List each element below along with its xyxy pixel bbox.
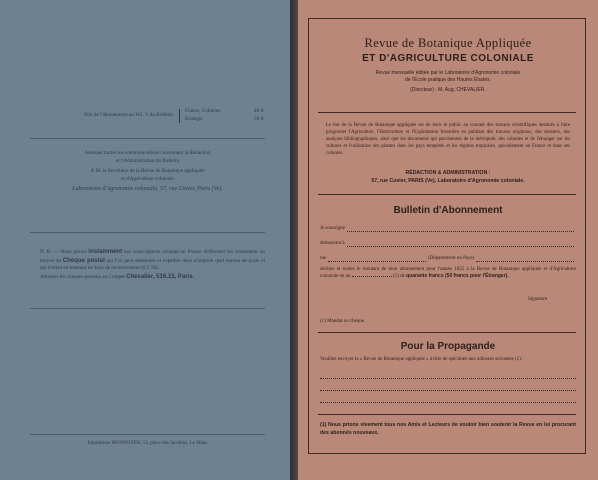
divider [318,194,576,195]
propagande-text: Veuillez envoyer la « Revue de Botanique appliquée » à titre de spécimen aux adresses suivantes (1) : [320,357,524,362]
subscription-price [40,108,265,123]
divider [30,434,265,435]
address-line[interactable] [320,402,576,403]
form-field-line[interactable] [476,257,574,262]
form-field-line[interactable] [352,276,392,277]
form-soussigne: Je soussigné [320,225,576,232]
address-line[interactable] [320,378,576,379]
signature-label: Signature [528,297,548,302]
form-demeurant: demeurant à [320,240,576,247]
divider [318,414,576,415]
address-block: Adresser toutes les communications concernant la Rédaction et l'Administration du Bulletin À M. le Secrétaire de la Revue de Botanique appliquée et d'Agriculture coloniale Laboratoire d'Agronomie coloniale, 57, rue Cuvier, Paris (Ve). [35,150,260,194]
form-field-line[interactable] [328,257,426,262]
address-line[interactable] [320,390,576,391]
divider [318,112,576,113]
form-field-line[interactable] [347,242,574,247]
price-row-etranger: Étranger 50 fr. [185,115,265,122]
nb-notice: N. B. — Nous prions instamment nos souscripteurs résidant en France d'effectuer les versements au moyen du Chèque postal qui l'on peut demander et expédier dans n'importe quel bureau de poste et qui évitent en retenant les frais de recouvrement (0 f. 50). Adresser les chèques postaux au Compte Chevalier, 516.15, Paris. [40,249,266,280]
printer-footer: Imprimerie MONNOYER, 12, place des Jacobins, Le Mans [87,441,208,446]
lab-address: Laboratoire d'Agronomie coloniale, 57, rue Cuvier, Paris (Ve). [72,186,223,193]
right-page [298,0,598,480]
divider [318,332,576,333]
bulletin-title: Bulletin d'Abonnement [393,205,503,216]
form-rue: rue (Département ou Pays) [320,255,576,262]
book-spine [290,0,298,480]
divider [30,138,265,139]
brace [179,109,180,123]
revue-subtitle: ET D'AGRICULTURE COLONIALE [362,53,534,64]
divider [30,232,265,233]
divider [30,308,265,309]
redaction-block: RÉDACTION & ADMINISTRATION : 57, rue Cuvier, PARIS (Ve), Laboratoire d'Agronomie coloniale. [371,170,525,184]
left-page [0,0,290,480]
price-row-france: France, Colonies 40 fr. [185,108,265,114]
form-field-line[interactable] [347,227,574,232]
price-label: Prix de l'abonnement au Vol. V du Bulletin [83,111,173,118]
form-declaration: déclare et toutes le montant de mon abonnement pour l'année 1925 à la Revue de Botanique appliquée et d'Agriculture coloniale en un (1) de quarante francs (50 francs pour l'Étranger). [320,267,576,280]
purpose-paragraph: Le but de la Revue de Botanique appliquée est de tenir le public au courant des travaux scientifiques destinés à faire progresser l'Agriculture, l'Horticulture et l'Exploitation forestière en publiant des travaux originaux, des dossiers, des analyses bibliographiques, ainsi que les documents qui parviennent de la métropole, des colonies et de l'étranger sur les cultures et l'utilisation des plantes dans les pays tempérés et les régions tropicales, spécialement en France et dans ses colonies. [326,123,570,157]
form-note: (1) Mandat ou chèque. [320,319,366,324]
revue-description: Revue mensuelle éditée par le Laboratoire d'Agronomie coloniale de l'École pratique des Hautes Études. (Directeur) : M. Aug. CHEVALIER. [375,70,521,93]
final-appeal: (1) Nous prions vivement tous nos Amis et Lecteurs de vouloir bien soutenir la Revue en lui procurant des abonnés nouveaux. [320,422,576,436]
price-rows [185,108,265,123]
propagande-title: Pour la Propagande [400,341,496,352]
revue-title: Revue de Botanique Appliquée [364,36,532,50]
